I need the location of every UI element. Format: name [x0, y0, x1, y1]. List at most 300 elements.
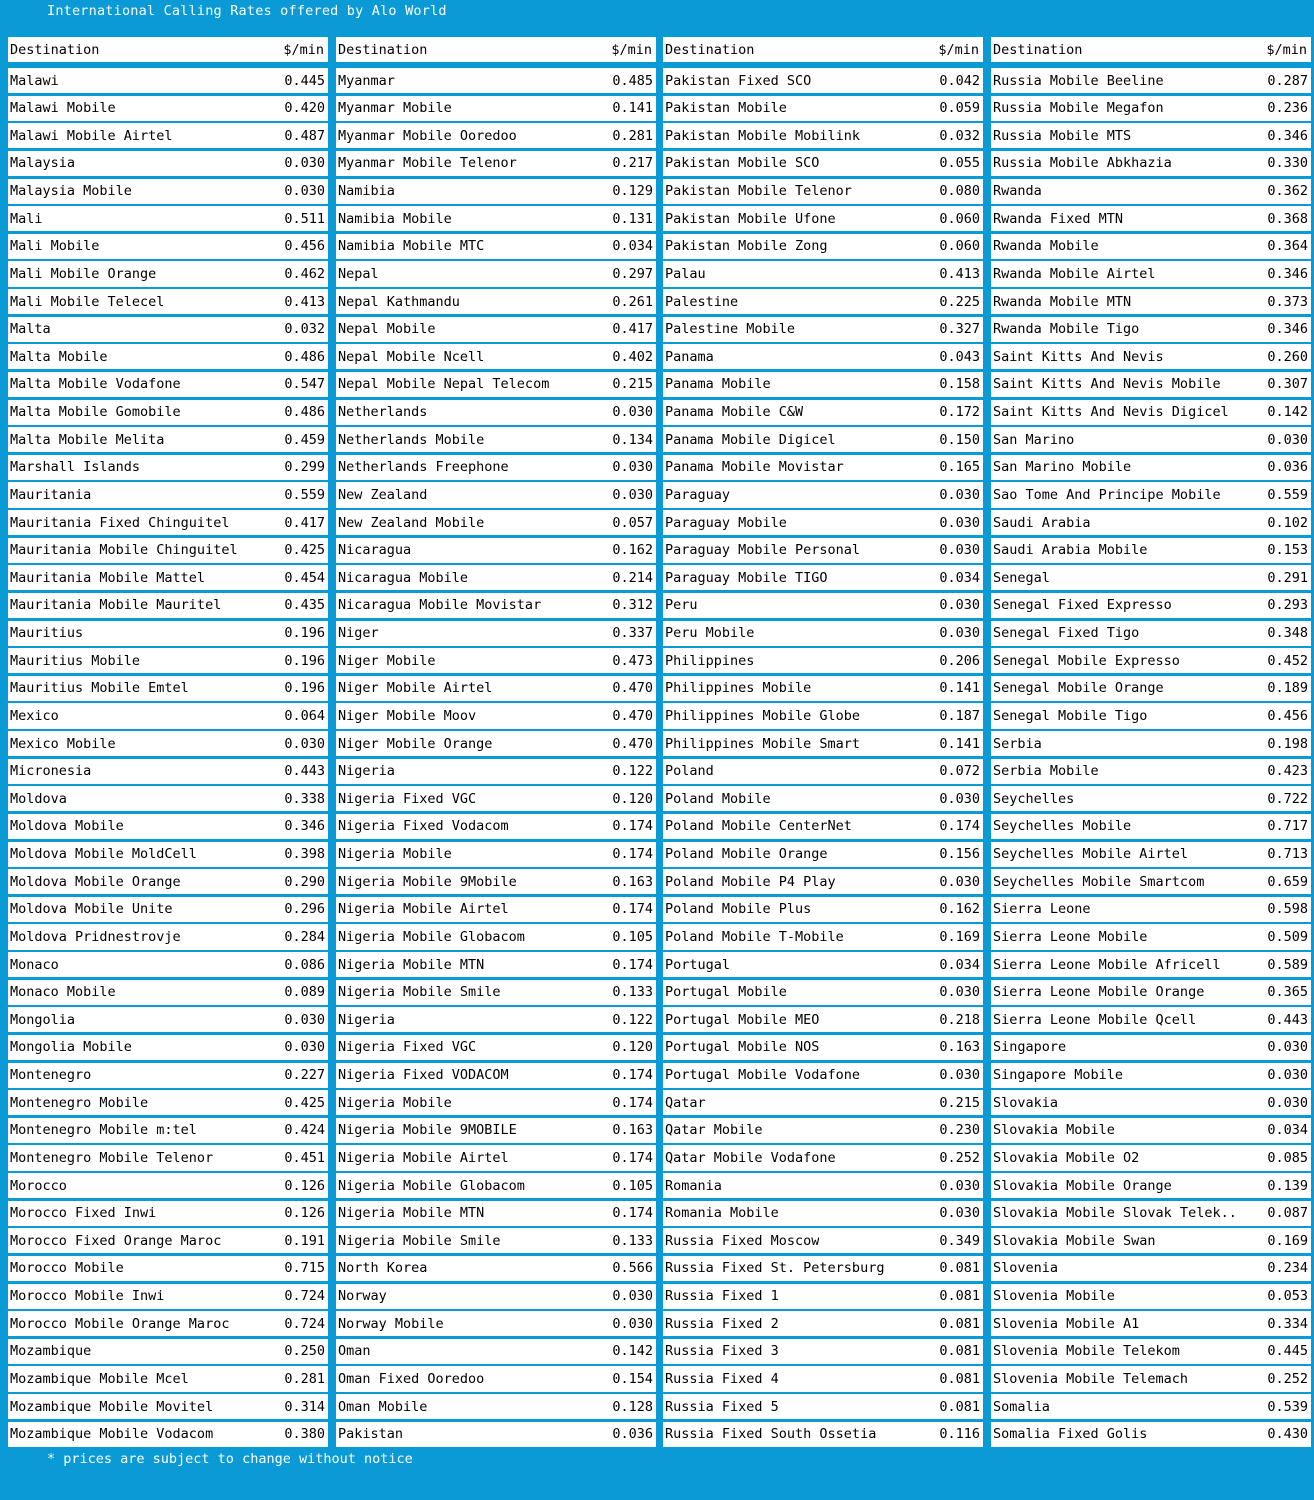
rate-cell: 0.174 — [612, 956, 653, 973]
table-row — [991, 1035, 1311, 1060]
table-row — [663, 1366, 983, 1391]
destination-cell: Sao Tome And Principe Mobile — [993, 486, 1221, 503]
destination-cell: North Korea — [338, 1260, 428, 1277]
destination-cell: Nigeria Fixed VGC — [338, 790, 477, 807]
destination-cell: Peru Mobile — [665, 625, 755, 642]
table-row — [8, 924, 328, 949]
destination-cell: Mali Mobile — [10, 238, 100, 255]
table-row — [336, 96, 656, 121]
rate-cell: 0.214 — [612, 569, 653, 586]
destination-cell: Russia Fixed 4 — [665, 1370, 779, 1387]
destination-cell: Slovakia — [993, 1094, 1059, 1111]
destination-cell: Namibia Mobile MTC — [338, 238, 485, 255]
destination-cell: Morocco — [10, 1177, 67, 1194]
rate-cell: 0.451 — [284, 1149, 325, 1166]
rate-cell: 0.150 — [939, 431, 980, 448]
destination-cell: Norway Mobile — [338, 1315, 444, 1332]
destination-cell: Rwanda Mobile Tigo — [993, 321, 1140, 338]
table-row — [663, 676, 983, 701]
rate-cell: 0.030 — [939, 542, 980, 559]
destination-cell: Nigeria Mobile MTN — [338, 956, 485, 973]
destination-cell: Moldova — [10, 790, 67, 807]
table-row — [336, 565, 656, 590]
rate-cell: 0.081 — [939, 1370, 980, 1387]
destination-cell: Somalia — [993, 1398, 1050, 1415]
table-row — [663, 1201, 983, 1226]
rate-cell: 0.072 — [939, 763, 980, 780]
destination-cell: Saint Kitts And Nevis Mobile — [993, 376, 1221, 393]
rate-cell: 0.566 — [612, 1260, 653, 1277]
rate-rows — [8, 68, 328, 1449]
table-row — [991, 676, 1311, 701]
rate-cell: 0.724 — [284, 1288, 325, 1305]
rate-cell: 0.174 — [612, 1205, 653, 1222]
destination-cell: Nigeria Mobile Smile — [338, 984, 501, 1001]
rate-cell: 0.417 — [284, 514, 325, 531]
destination-cell: Mexico — [10, 707, 59, 724]
rate-cell: 0.349 — [939, 1232, 980, 1249]
table-row — [336, 621, 656, 646]
table-row — [991, 123, 1311, 148]
destination-cell: Poland Mobile Orange — [665, 846, 828, 863]
table-row — [8, 648, 328, 673]
table-row — [663, 621, 983, 646]
table-row — [991, 400, 1311, 425]
destination-cell: Slovakia Mobile Orange — [993, 1177, 1172, 1194]
destination-cell: Russia Mobile Beeline — [993, 72, 1164, 89]
destination-cell: Saudi Arabia Mobile — [993, 542, 1148, 559]
destination-cell: Slovakia Mobile Slovak Telek.. — [993, 1205, 1237, 1222]
table-row — [663, 317, 983, 342]
table-row — [991, 1228, 1311, 1253]
rate-cell: 0.443 — [1267, 1011, 1308, 1028]
rate-cell: 0.030 — [1267, 431, 1308, 448]
table-row — [336, 759, 656, 784]
rate-cell: 0.511 — [284, 210, 325, 227]
table-row — [336, 1339, 656, 1364]
table-row — [8, 206, 328, 231]
table-row — [663, 814, 983, 839]
table-row — [663, 1311, 983, 1336]
destination-cell: Pakistan Mobile Zong — [665, 238, 828, 255]
rate-cell: 0.217 — [612, 155, 653, 172]
rate-cell: 0.126 — [284, 1177, 325, 1194]
rate-cell: 0.174 — [612, 1149, 653, 1166]
table-row — [336, 1063, 656, 1088]
table-row — [991, 980, 1311, 1005]
rate-cell: 0.043 — [939, 348, 980, 365]
destination-cell: Mauritius Mobile Emtel — [10, 680, 189, 697]
rate-cell: 0.081 — [939, 1343, 980, 1360]
destination-cell: Nigeria Mobile Airtel — [338, 1149, 509, 1166]
table-row — [991, 179, 1311, 204]
destination-cell: Malawi — [10, 72, 59, 89]
rate-cell: 0.133 — [612, 1232, 653, 1249]
table-row — [991, 344, 1311, 369]
rate-cell: 0.120 — [612, 790, 653, 807]
table-row — [336, 1090, 656, 1115]
table-row — [663, 1007, 983, 1032]
rate-cell: 0.060 — [939, 210, 980, 227]
rate-cell: 0.064 — [284, 707, 325, 724]
rate-cell: 0.174 — [939, 818, 980, 835]
table-row — [663, 96, 983, 121]
destination-cell: Nigeria — [338, 763, 395, 780]
table-row — [991, 703, 1311, 728]
rate-cell: 0.430 — [1267, 1426, 1308, 1443]
table-row — [663, 1284, 983, 1309]
destination-cell: San Marino Mobile — [993, 459, 1132, 476]
destination-cell: Saint Kitts And Nevis — [993, 348, 1164, 365]
table-row — [8, 317, 328, 342]
table-row — [991, 1063, 1311, 1088]
destination-cell: Malawi Mobile — [10, 100, 116, 117]
destination-cell: Nigeria Mobile 9Mobile — [338, 873, 517, 890]
destination-cell: Romania Mobile — [665, 1205, 779, 1222]
rate-cell: 0.085 — [1267, 1149, 1308, 1166]
table-row — [336, 869, 656, 894]
table-row — [8, 179, 328, 204]
table-row — [991, 68, 1311, 93]
table-row — [336, 1311, 656, 1336]
table-row — [8, 1256, 328, 1281]
table-row — [336, 482, 656, 507]
table-row — [8, 1366, 328, 1391]
destination-cell: Netherlands Mobile — [338, 431, 485, 448]
destination-cell: Paraguay Mobile Personal — [665, 542, 861, 559]
rate-cell: 0.030 — [612, 486, 653, 503]
table-row — [336, 400, 656, 425]
table-row — [663, 427, 983, 452]
rate-cell: 0.142 — [1267, 404, 1308, 421]
table-row — [8, 1394, 328, 1419]
destination-cell: Russia Fixed 3 — [665, 1343, 779, 1360]
destination-cell: Portugal — [665, 956, 731, 973]
destination-cell: Montenegro Mobile m:tel — [10, 1122, 197, 1139]
table-row — [991, 151, 1311, 176]
rate-cell: 0.187 — [939, 707, 980, 724]
destination-cell: Micronesia — [10, 763, 92, 780]
destination-cell: Mongolia — [10, 1011, 76, 1028]
table-row — [663, 538, 983, 563]
destination-cell: Myanmar — [338, 72, 395, 89]
table-row — [336, 1007, 656, 1032]
rate-cell: 0.486 — [284, 348, 325, 365]
rate-cell: 0.154 — [612, 1370, 653, 1387]
rate-cell: 0.348 — [1267, 625, 1308, 642]
rate-cell: 0.380 — [284, 1426, 325, 1443]
table-row — [663, 703, 983, 728]
rate-cell: 0.198 — [1267, 735, 1308, 752]
rate-cell: 0.284 — [284, 928, 325, 945]
destination-cell: Oman Fixed Ooredoo — [338, 1370, 485, 1387]
rate-cell: 0.081 — [939, 1398, 980, 1415]
rate-cell: 0.435 — [284, 597, 325, 614]
table-row — [336, 261, 656, 286]
rate-cell: 0.081 — [939, 1288, 980, 1305]
table-row — [336, 593, 656, 618]
rate-cell: 0.087 — [1267, 1205, 1308, 1222]
rate-cell: 0.156 — [939, 846, 980, 863]
table-row — [8, 1422, 328, 1447]
destination-cell: Russia Mobile MTS — [993, 127, 1132, 144]
table-row — [8, 123, 328, 148]
table-row — [336, 1173, 656, 1198]
destination-cell: Nepal Kathmandu — [338, 293, 460, 310]
destination-cell: Russia Fixed St. Petersburg — [665, 1260, 885, 1277]
table-row — [991, 648, 1311, 673]
table-row — [336, 372, 656, 397]
destination-header: Destination — [665, 41, 755, 58]
rate-cell: 0.373 — [1267, 293, 1308, 310]
table-row — [8, 1090, 328, 1115]
table-row — [8, 96, 328, 121]
rate-cell: 0.034 — [939, 956, 980, 973]
destination-cell: Nigeria Mobile Globacom — [338, 928, 525, 945]
rate-cell: 0.129 — [612, 183, 653, 200]
rates-column-1 — [8, 37, 328, 1443]
destination-cell: Moldova Pridnestrovje — [10, 928, 181, 945]
destination-cell: Serbia Mobile — [993, 763, 1099, 780]
rate-cell: 0.030 — [939, 514, 980, 531]
table-row — [8, 897, 328, 922]
table-row — [8, 1035, 328, 1060]
destination-cell: Portugal Mobile NOS — [665, 1039, 820, 1056]
destination-cell: Niger Mobile Moov — [338, 707, 477, 724]
destination-cell: Sierra Leone — [993, 901, 1091, 918]
destination-cell: Nigeria — [338, 1011, 395, 1028]
rate-cell: 0.165 — [939, 459, 980, 476]
rate-cell: 0.346 — [1267, 265, 1308, 282]
table-row — [663, 924, 983, 949]
table-row — [336, 123, 656, 148]
destination-cell: Senegal Mobile Expresso — [993, 652, 1180, 669]
rate-cell: 0.191 — [284, 1232, 325, 1249]
rate-cell: 0.364 — [1267, 238, 1308, 255]
destination-cell: Mauritius Mobile — [10, 652, 141, 669]
rate-cell: 0.362 — [1267, 183, 1308, 200]
column-header — [991, 37, 1311, 62]
page-title: International Calling Rates offered by Alo World — [47, 3, 447, 19]
rate-cell: 0.174 — [612, 1067, 653, 1084]
rate-cell: 0.425 — [284, 1094, 325, 1111]
destination-cell: Slovenia Mobile Telemach — [993, 1370, 1189, 1387]
destination-cell: Nigeria Fixed VGC — [338, 1039, 477, 1056]
table-row — [336, 68, 656, 93]
table-row — [663, 261, 983, 286]
destination-cell: Slovakia Mobile — [993, 1122, 1115, 1139]
rate-cell: 0.030 — [1267, 1067, 1308, 1084]
rate-cell: 0.030 — [939, 625, 980, 642]
rate-cell: 0.338 — [284, 790, 325, 807]
destination-cell: Philippines Mobile Smart — [665, 735, 861, 752]
table-row — [336, 676, 656, 701]
rate-cell: 0.169 — [939, 928, 980, 945]
rate-cell: 0.215 — [939, 1094, 980, 1111]
table-row — [336, 289, 656, 314]
destination-cell: Netherlands Freephone — [338, 459, 509, 476]
destination-cell: Rwanda Fixed MTN — [993, 210, 1124, 227]
destination-header: Destination — [10, 41, 100, 58]
destination-cell: Slovenia Mobile Telekom — [993, 1343, 1180, 1360]
table-row — [991, 1201, 1311, 1226]
rate-cell: 0.346 — [284, 818, 325, 835]
destination-cell: Romania — [665, 1177, 722, 1194]
destination-cell: Malta Mobile Melita — [10, 431, 165, 448]
rate-cell: 0.452 — [1267, 652, 1308, 669]
destination-cell: Nepal Mobile — [338, 321, 436, 338]
destination-cell: Somalia Fixed Golis — [993, 1426, 1148, 1443]
destination-cell: Palestine Mobile — [665, 321, 796, 338]
rate-cell: 0.131 — [612, 210, 653, 227]
rate-cell: 0.218 — [939, 1011, 980, 1028]
table-row — [8, 289, 328, 314]
table-row — [336, 317, 656, 342]
rate-cell: 0.163 — [612, 1122, 653, 1139]
destination-cell: Poland — [665, 763, 714, 780]
table-row — [8, 344, 328, 369]
table-row — [8, 455, 328, 480]
destination-cell: Myanmar Mobile Telenor — [338, 155, 517, 172]
destination-cell: Panama Mobile C&W — [665, 404, 804, 421]
rate-cell: 0.368 — [1267, 210, 1308, 227]
table-row — [663, 510, 983, 535]
rate-cell: 0.459 — [284, 431, 325, 448]
rate-cell: 0.417 — [612, 321, 653, 338]
table-row — [8, 1063, 328, 1088]
destination-cell: Malaysia Mobile — [10, 183, 132, 200]
table-row — [663, 648, 983, 673]
rate-cell: 0.346 — [1267, 127, 1308, 144]
rate-cell: 0.398 — [284, 846, 325, 863]
table-row — [8, 980, 328, 1005]
rate-cell: 0.559 — [1267, 486, 1308, 503]
rate-cell: 0.174 — [612, 818, 653, 835]
destination-cell: Mauritania Mobile Mattel — [10, 569, 206, 586]
table-row — [663, 786, 983, 811]
table-row — [991, 731, 1311, 756]
table-row — [663, 593, 983, 618]
rate-cell: 0.291 — [1267, 569, 1308, 586]
rate-cell: 0.134 — [612, 431, 653, 448]
rate-cell: 0.122 — [612, 763, 653, 780]
table-row — [8, 759, 328, 784]
table-row — [8, 372, 328, 397]
destination-cell: Montenegro Mobile Telenor — [10, 1149, 214, 1166]
destination-cell: Russia Fixed South Ossetia — [665, 1426, 877, 1443]
table-row — [8, 1007, 328, 1032]
rate-cell: 0.293 — [1267, 597, 1308, 614]
rate-cell: 0.059 — [939, 100, 980, 117]
rate-cell: 0.030 — [939, 1067, 980, 1084]
rate-cell: 0.030 — [284, 183, 325, 200]
rate-cell: 0.030 — [284, 1011, 325, 1028]
rate-cell: 0.230 — [939, 1122, 980, 1139]
table-row — [8, 565, 328, 590]
rate-cell: 0.486 — [284, 404, 325, 421]
table-row — [8, 593, 328, 618]
destination-cell: Malta — [10, 321, 51, 338]
rate-cell: 0.196 — [284, 652, 325, 669]
destination-cell: Myanmar Mobile Ooredoo — [338, 127, 517, 144]
table-row — [991, 1173, 1311, 1198]
rate-cell: 0.189 — [1267, 680, 1308, 697]
destination-cell: Rwanda Mobile MTN — [993, 293, 1132, 310]
table-row — [991, 427, 1311, 452]
rate-cell: 0.454 — [284, 569, 325, 586]
destination-cell: Pakistan Mobile Ufone — [665, 210, 836, 227]
footnote: * prices are subject to change without notice — [47, 1451, 413, 1467]
rate-cell: 0.456 — [284, 238, 325, 255]
destination-cell: Niger Mobile — [338, 652, 436, 669]
destination-cell: Niger Mobile Airtel — [338, 680, 493, 697]
table-row — [8, 786, 328, 811]
rate-cell: 0.589 — [1267, 956, 1308, 973]
rate-cell: 0.030 — [1267, 1039, 1308, 1056]
column-header — [336, 37, 656, 62]
destination-cell: Norway — [338, 1288, 387, 1305]
table-row — [8, 621, 328, 646]
rate-cell: 0.030 — [612, 1315, 653, 1332]
destination-cell: Slovakia Mobile O2 — [993, 1149, 1140, 1166]
table-row — [8, 400, 328, 425]
rate-cell: 0.163 — [939, 1039, 980, 1056]
table-row — [336, 538, 656, 563]
rate-cell: 0.030 — [939, 1205, 980, 1222]
table-row — [991, 759, 1311, 784]
destination-cell: Mongolia Mobile — [10, 1039, 132, 1056]
rate-cell: 0.717 — [1267, 818, 1308, 835]
table-row — [663, 1228, 983, 1253]
table-row — [991, 206, 1311, 231]
rate-cell: 0.547 — [284, 376, 325, 393]
table-row — [336, 786, 656, 811]
rate-cell: 0.423 — [1267, 763, 1308, 780]
table-row — [336, 427, 656, 452]
destination-cell: Malta Mobile Vodafone — [10, 376, 181, 393]
table-row — [991, 372, 1311, 397]
rate-cell: 0.487 — [284, 127, 325, 144]
table-row — [991, 786, 1311, 811]
rate-cell: 0.102 — [1267, 514, 1308, 531]
rate-cell: 0.030 — [1267, 1094, 1308, 1111]
destination-cell: Senegal Fixed Tigo — [993, 625, 1140, 642]
table-row — [991, 1366, 1311, 1391]
destination-cell: Panama — [665, 348, 714, 365]
destination-cell: Malaysia — [10, 155, 76, 172]
table-row — [8, 869, 328, 894]
destination-cell: Senegal Fixed Expresso — [993, 597, 1172, 614]
table-row — [336, 1256, 656, 1281]
table-row — [336, 1366, 656, 1391]
destination-cell: Poland Mobile — [665, 790, 771, 807]
table-row — [336, 1035, 656, 1060]
destination-cell: Russia Fixed 2 — [665, 1315, 779, 1332]
destination-cell: Portugal Mobile MEO — [665, 1011, 820, 1028]
rate-cell: 0.598 — [1267, 901, 1308, 918]
table-row — [336, 1394, 656, 1419]
destination-cell: Senegal Mobile Tigo — [993, 707, 1148, 724]
table-row — [991, 814, 1311, 839]
table-row — [991, 1422, 1311, 1447]
destination-cell: Russia Fixed Moscow — [665, 1232, 820, 1249]
destination-cell: Myanmar Mobile — [338, 100, 452, 117]
rate-cell: 0.462 — [284, 265, 325, 282]
table-row — [991, 1090, 1311, 1115]
table-row — [8, 676, 328, 701]
rate-cell: 0.086 — [284, 956, 325, 973]
destination-cell: Nepal Mobile Ncell — [338, 348, 485, 365]
